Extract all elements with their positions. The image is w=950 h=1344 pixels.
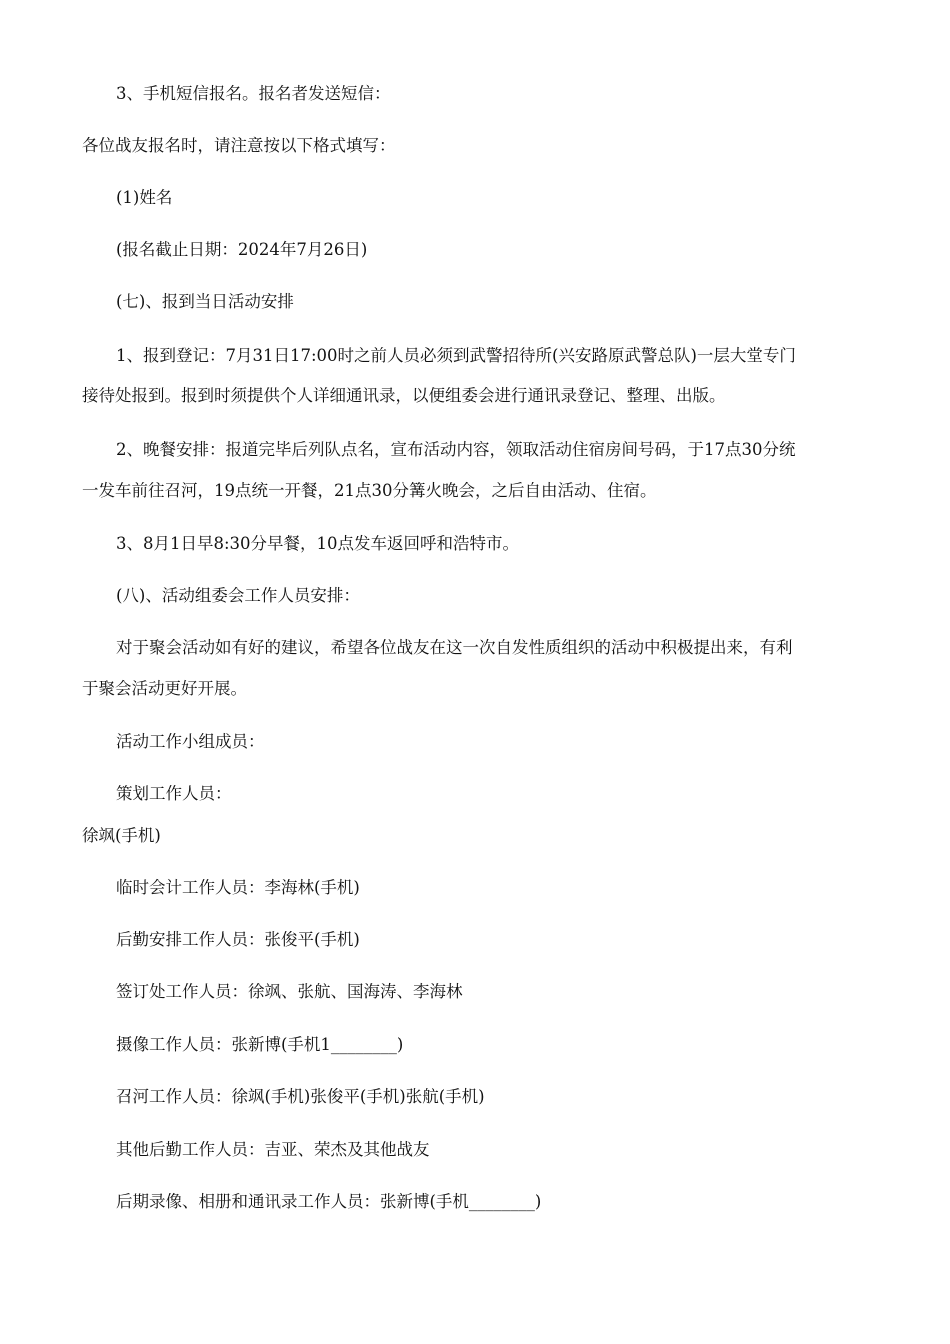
paragraph-format-intro: 各位战友报名时，请注意按以下格式填写： [82,136,396,155]
paragraph-camera-staff: 摄像工作人员：张新博(手机1________) [116,1035,404,1054]
section-heading-eight: (八)、活动组委会工作人员安排： [116,586,360,605]
paragraph-zhaohe-staff: 召河工作人员：徐飒(手机)张俊平(手机)张航(手机) [116,1087,485,1106]
paragraph-breakfast: 3、8月1日早8:30分早餐，10点发车返回呼和浩特市。 [116,534,520,553]
section-heading-seven: (七)、报到当日活动安排 [116,292,294,311]
paragraph-registration-1: 1、报到登记：7月31日17:00时之前人员必须到武警招待所(兴安路原武警总队)一层大堂专门 [116,346,796,365]
paragraph-team-members: 活动工作小组成员： [116,732,265,751]
paragraph-accounting-staff: 临时会计工作人员：李海林(手机) [116,878,360,897]
paragraph-signing-staff: 签订处工作人员：徐飒、张航、国海涛、李海林 [116,982,463,1001]
paragraph-planning-name: 徐飒(手机) [82,826,161,845]
paragraph-planning-staff: 策划工作人员： [116,784,232,803]
paragraph-dinner-2: 一发车前往召河，19点统一开餐，21点30分篝火晚会，之后自由活动、住宿。 [82,481,657,500]
paragraph-post-production: 后期录像、相册和通讯录工作人员：张新博(手机________) [116,1192,542,1211]
paragraph-logistics-staff: 后勤安排工作人员：张俊平(手机) [116,930,360,949]
paragraph-sms-signup: 3、手机短信报名。报名者发送短信： [116,84,391,103]
paragraph-deadline: (报名截止日期：2024年7月26日) [116,240,368,259]
paragraph-other-staff: 其他后勤工作人员：吉亚、荣杰及其他战友 [116,1140,430,1159]
paragraph-suggestions-2: 于聚会活动更好开展。 [82,679,247,698]
paragraph-registration-2: 接待处报到。报到时须提供个人详细通讯录，以便组委会进行通讯录登记、整理、出版。 [82,386,726,405]
paragraph-name-field: (1)姓名 [116,188,173,207]
paragraph-dinner-1: 2、晚餐安排：报道完毕后列队点名，宣布活动内容，领取活动住宿房间号码，于17点30分统 [116,440,796,459]
paragraph-suggestions-1: 对于聚会活动如有好的建议，希望各位战友在这一次自发性质组织的活动中积极提出来，有利 [116,638,793,657]
